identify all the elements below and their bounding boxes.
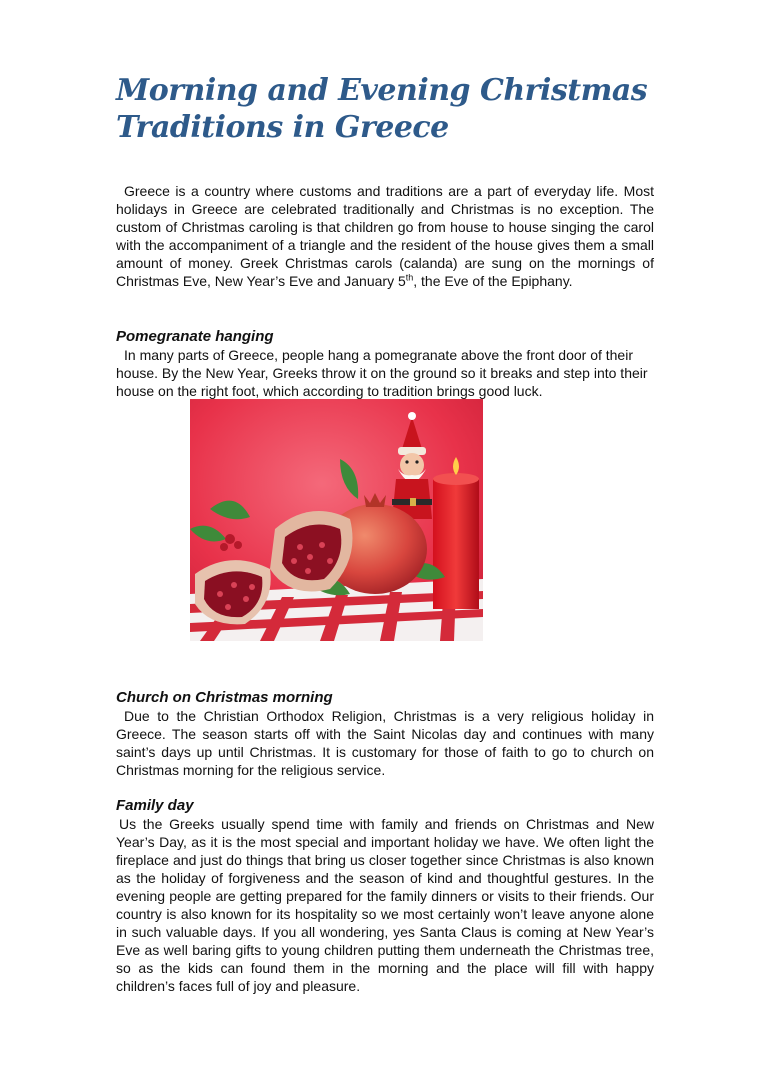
pomegranate-photo [190,399,483,641]
church-section [116,689,654,779]
family-paragraph [116,815,654,995]
title-line-1: Morning and Evening Christmas [116,73,648,108]
title-line-2: Traditions in Greece [116,110,449,145]
intro-text-end: , the Eve of the Epiphany. [413,273,573,289]
document-page [116,72,654,290]
pomegranate-section [116,328,654,400]
pomegranate-heading: Pomegranate hanging [116,328,274,345]
family-text: Us the Greeks usually spend time with family and friends on Christmas and New Year’s Day, as it is the most special and important holiday we have. We often light the fireplace and just do things that bring us closer together since Christmas is also known as the holiday of forgiveness and the season of kind and thoughtful gestures. In the evening people are getting prepared for the family dinners or visits to their friends. Our country is also known for its hospitality so we most certainly won’t leave anyone alone in such valuable days. If you all wondering, yes Santa Claus is coming at New Year’s Eve as well baring gifts to young children putting them underneath the Christmas tree, so as the kids can found them in the morning and the place will fill with happy children’s faces full of joy and pleasure. [116,816,654,994]
church-paragraph [116,707,654,779]
pomegranate-paragraph [116,346,654,400]
red-candle [433,457,479,609]
family-heading: Family day [116,797,194,814]
page-title [116,72,654,146]
church-heading: Church on Christmas morning [116,689,333,706]
intro-superscript: th [405,272,414,283]
pomegranate-text: In many parts of Greece, people hang a pomegranate above the front door of their house. By the New Year, Greeks throw it on the ground so it breaks and step into their house on the right foot, which according to tradition brings good luck. [116,347,648,399]
intro-text: Greece is a country where customs and traditions are a part of everyday life. Most holidays in Greece are celebrated traditionally and Christmas is no exception. The custom of Christmas caroling is that children go from house to house singing the carol with the accompaniment of a triangle and the resident of the house gives them a small amount of money. Greek Christmas carols (calanda) are sung on the mornings of Christmas Eve, New Year’s Eve and January 5 [116,183,654,289]
intro-paragraph [116,182,654,290]
family-section [116,797,654,995]
church-text: Due to the Christian Orthodox Religion, Christmas is a very religious holiday in Greece. The season starts off with the Saint Nicolas day and continues with many saint’s days up until Christmas. It is customary for those of faith to go to church on Christmas morning for the religious service. [116,708,654,778]
pomegranate-image [190,399,483,641]
